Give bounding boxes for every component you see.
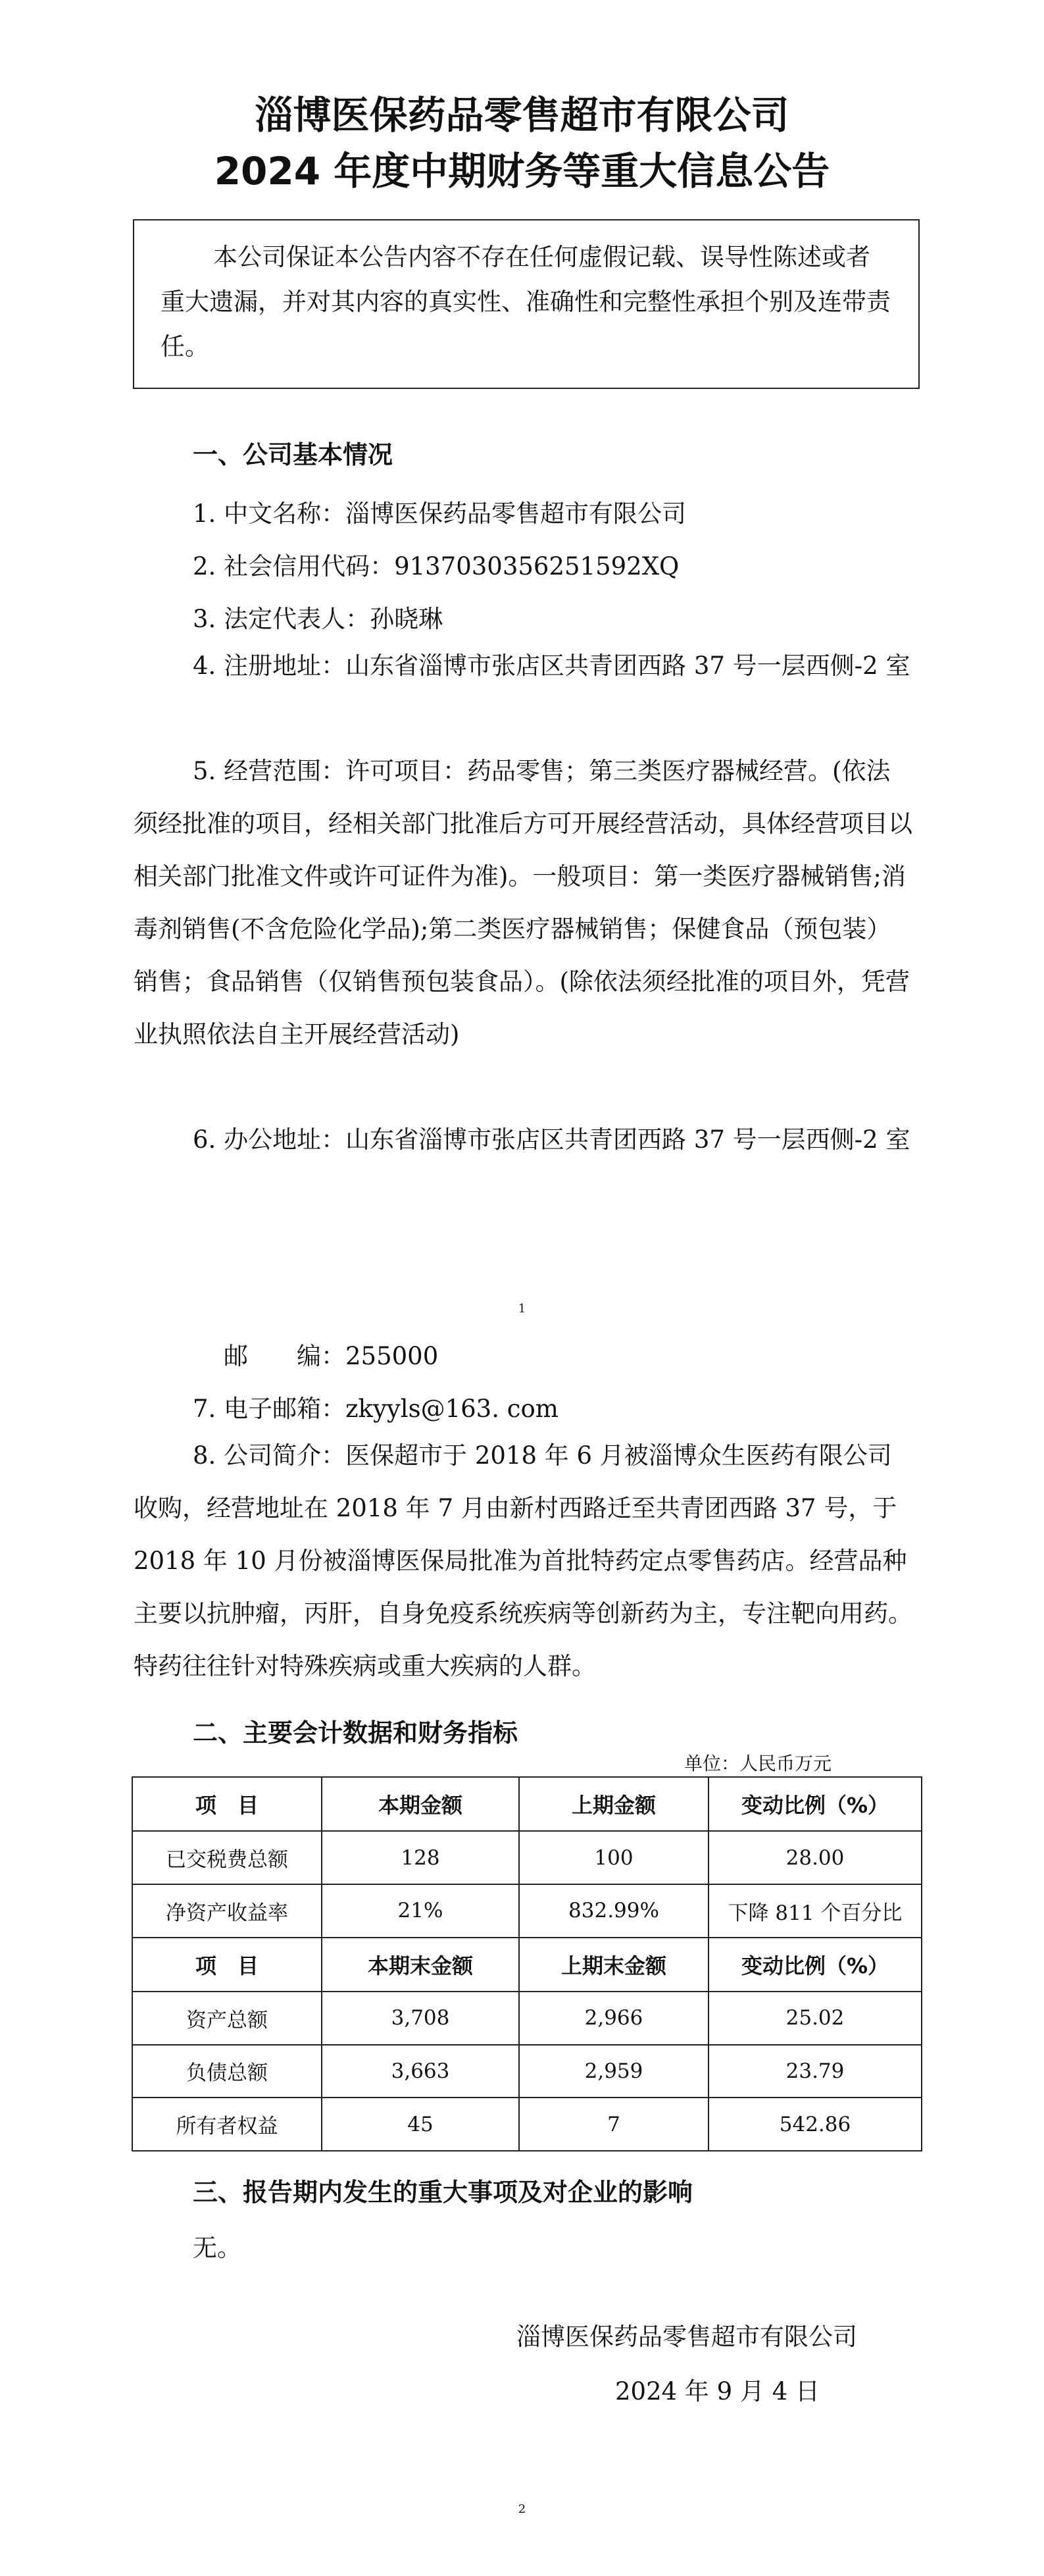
table-row xyxy=(132,1884,922,1938)
financial-table xyxy=(132,1776,922,2151)
table-cell: 净资产收益率 xyxy=(132,1884,322,1938)
section3-heading: 三、报告期内发生的重大事项及对企业的影响 xyxy=(193,2178,693,2207)
table-cell: 45 xyxy=(322,2098,519,2151)
signature-date: 2024 年 9 月 4 日 xyxy=(615,2377,820,2406)
table-row xyxy=(132,2098,922,2151)
header-cell: 项 目 xyxy=(132,1777,322,1831)
table-cell: 100 xyxy=(519,1831,708,1884)
document-title: 淄博医保药品零售超市有限公司 xyxy=(255,93,789,138)
table-header-row xyxy=(132,1777,922,1831)
section1-heading: 一、公司基本情况 xyxy=(193,440,393,469)
header-cell: 本期末金额 xyxy=(322,1938,519,1992)
table-cell: 2,959 xyxy=(519,2045,708,2098)
table-cell: 下降 811 个百分比 xyxy=(708,1884,922,1938)
notice-text: 本公司保证本公告内容不存在任何虚假记载、误导性陈述或者重大遗漏，并对其内容的真实性、准确性和完整性承担个别及连带责任。 xyxy=(161,243,891,361)
table-cell: 7 xyxy=(519,2098,708,2151)
table-cell: 2,966 xyxy=(519,1992,708,2045)
table-cell: 3,663 xyxy=(322,2045,519,2098)
table-cell: 资产总额 xyxy=(132,1992,322,2045)
header-cell: 本期金额 xyxy=(322,1777,519,1831)
section2-heading: 二、主要会计数据和财务指标 xyxy=(193,1718,518,1747)
table-cell: 28.00 xyxy=(708,1831,922,1884)
header-cell: 项 目 xyxy=(132,1938,322,1992)
table-row xyxy=(132,1992,922,2045)
legal-representative: 3. 法定代表人：孙晓琳 xyxy=(193,605,443,633)
email: 7. 电子邮箱：zkyyls@163. com xyxy=(193,1395,559,1423)
postcode: 邮 编：255000 xyxy=(224,1342,439,1370)
page-number-2: 2 xyxy=(518,2502,526,2516)
document-subtitle: 2024 年度中期财务等重大信息公告 xyxy=(214,149,830,193)
table-cell: 负债总额 xyxy=(132,2045,322,2098)
section3-content: 无。 xyxy=(193,2234,241,2262)
company-profile: 8. 公司简介：医保超市于 2018 年 6 月被淄博众生医药有限公司收购，经营地址在 2018 年 7 月由新村西路迁至共青团西路 37 号，于 2018 年 10 月份被淄博医保局批准为首批特药定点零售药店。经营品种主要以抗肿瘤，丙肝，自身免疫系统疾病等创新药为主，专注靶向用药。特药往往针对特殊疾病或重大疾病的人群。 xyxy=(134,1441,912,1680)
table-cell: 23.79 xyxy=(708,2045,922,2098)
office-address: 6. 办公地址：山东省淄博市张店区共青团西路 37 号一层西侧-2 室 xyxy=(193,1125,910,1154)
table-cell: 832.99% xyxy=(519,1884,708,1938)
header-cell: 变动比例（%） xyxy=(708,1777,922,1831)
company-name: 1. 中文名称：淄博医保药品零售超市有限公司 xyxy=(193,500,687,528)
table-header-row xyxy=(132,1938,922,1992)
page-number-1: 1 xyxy=(518,1302,526,1316)
notice-box xyxy=(133,219,920,389)
header-cell: 变动比例（%） xyxy=(708,1938,922,1992)
header-cell: 上期金额 xyxy=(519,1777,708,1831)
credit-code: 2. 社会信用代码：9137030356251592XQ xyxy=(193,552,680,580)
table-cell: 128 xyxy=(322,1831,519,1884)
table-cell: 3,708 xyxy=(322,1992,519,2045)
header-cell: 上期末金额 xyxy=(519,1938,708,1992)
registered-address: 4. 注册地址：山东省淄博市张店区共青团西路 37 号一层西侧-2 室 xyxy=(193,652,910,680)
table-cell: 已交税费总额 xyxy=(132,1831,322,1884)
table-cell: 25.02 xyxy=(708,1992,922,2045)
table-cell: 所有者权益 xyxy=(132,2098,322,2151)
signature-company: 淄博医保药品零售超市有限公司 xyxy=(516,2323,857,2351)
table-cell: 21% xyxy=(322,1884,519,1938)
table-row xyxy=(132,2045,922,2098)
table-row xyxy=(132,1831,922,1884)
table-cell: 542.86 xyxy=(708,2098,922,2151)
business-scope: 5. 经营范围：许可项目：药品零售；第三类医疗器械经营。(依法须经批准的项目，经相关部门批准后方可开展经营活动，具体经营项目以相关部门批准文件或许可证件为准)。一般项目：第一类医疗器械销售;消毒剂销售(不含危险化学品);第二类医疗器械销售；保健食品（预包装）销售；食品销售（仅销售预包装食品）。(除依法须经批准的项目外，凭营业执照依法自主开展经营活动) xyxy=(134,757,912,1048)
unit-label: 单位：人民币万元 xyxy=(684,1753,832,1774)
